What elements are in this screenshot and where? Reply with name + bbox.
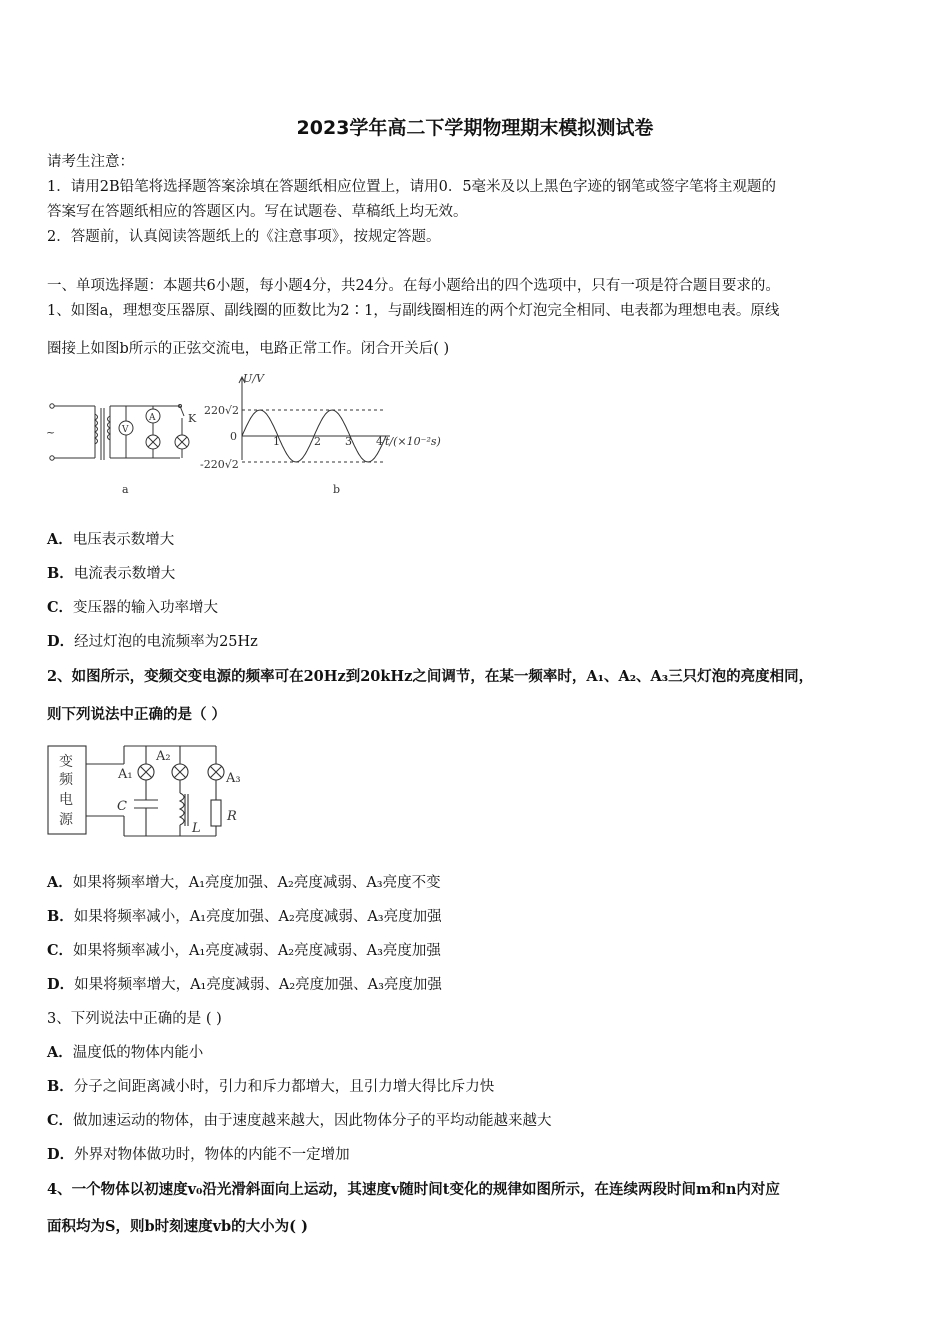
q2-stem: 2、如图所示，变频交变电源的频率可在20Hz到20kHz之间调节，在某一频率时，A₁、A₂、A₃三只灯泡的亮度相同， xyxy=(47,668,814,685)
q1-option-d: D．经过灯泡的电流频率为25Hz xyxy=(47,633,258,650)
x-tick-2: 2 xyxy=(314,435,321,448)
notice-item: 答案写在答题纸相应的答题区内。写在试题卷、草稿纸上均无效。 xyxy=(47,204,468,220)
q2-figure xyxy=(44,738,254,840)
y-max-label: 220√2 xyxy=(204,404,240,417)
transformer-circuit xyxy=(50,404,189,460)
q1-figure xyxy=(40,370,460,500)
y-axis-label: U/V xyxy=(243,372,264,385)
x-tick-4: 4 xyxy=(376,435,383,448)
q4-stem: 4、一个物体以初速度v₀沿光滑斜面向上运动，其速度v随时间t变化的规律如图所示，在连续两段时间m和n内对应 xyxy=(47,1181,780,1198)
q1-option-b: B．电流表示数增大 xyxy=(47,565,176,582)
q2-option-c: C．如果将频率减小，A₁亮度减弱、A₂亮度减弱、A₃亮度加强 xyxy=(47,942,441,959)
q2-option-d: D．如果将频率增大，A₁亮度减弱、A₂亮度加强、A₃亮度加强 xyxy=(47,976,442,993)
notice-heading: 请考生注意： xyxy=(47,154,134,170)
x-tick-3: 3 xyxy=(345,435,352,448)
waveform-graph xyxy=(239,377,390,462)
notice-item: 2．答题前，认真阅读答题纸上的《注意事项》，按规定答题。 xyxy=(47,229,441,245)
q3-option-b: B．分子之间距离减小时，引力和斥力都增大，且引力增大得比斥力快 xyxy=(47,1078,495,1095)
page-title: 2023学年高二下学期物理期末模拟测试卷 xyxy=(296,117,654,139)
origin-label: 0 xyxy=(230,430,237,443)
figure-label-b: b xyxy=(333,483,341,496)
q3-option-a: A．温度低的物体内能小 xyxy=(47,1044,204,1061)
source-char: 变 xyxy=(59,754,73,770)
inductor-label: L xyxy=(192,821,201,836)
q1-stem: 1、如图a，理想变压器原、副线圈的匝数比为2∶1，与副线圈相连的两个灯泡完全相同、电表都为理想电表。原线 xyxy=(47,303,780,319)
source-char: 电 xyxy=(59,792,73,808)
notice-item: 1．请用2B铅笔将选择题答案涂填在答题纸相应位置上，请用0．5毫米及以上黑色字迹的钢笔或签字笔将主观题的 xyxy=(47,179,777,195)
ammeter-label: A xyxy=(149,413,156,423)
lamp-a1-label: A₁ xyxy=(118,767,133,782)
q3-stem: 3、下列说法中正确的是 ( ) xyxy=(47,1011,222,1027)
q2-option-a: A．如果将频率增大，A₁亮度加强、A₂亮度减弱、A₃亮度不变 xyxy=(47,874,441,891)
q3-option-d: D．外界对物体做功时，物体的内能不一定增加 xyxy=(47,1146,350,1163)
section-heading: 一、单项选择题：本题共6小题，每小题4分，共24分。在每小题给出的四个选项中，只有一项是符合题目要求的。 xyxy=(47,278,780,294)
x-axis-label: t/(×10⁻²s) xyxy=(385,435,441,448)
source-char: 源 xyxy=(59,812,73,828)
capacitor-label: C xyxy=(117,799,127,814)
resistor-label: R xyxy=(227,809,237,824)
source-char: 频 xyxy=(59,772,73,788)
switch-label: K xyxy=(188,412,197,425)
voltmeter-label: V xyxy=(122,425,129,435)
q1-option-a: A．电压表示数增大 xyxy=(47,531,175,548)
x-tick-1: 1 xyxy=(273,435,280,448)
q3-option-c: C．做加速运动的物体，由于速度越来越大，因此物体分子的平均动能越来越大 xyxy=(47,1112,552,1129)
q1-option-c: C．变压器的输入功率增大 xyxy=(47,599,219,616)
q2-option-b: B．如果将频率减小，A₁亮度加强、A₂亮度减弱、A₃亮度加强 xyxy=(47,908,442,925)
q1-stem: 圈接上如图b所示的正弦交流电，电路正常工作。闭合开关后( ) xyxy=(47,341,450,357)
ac-source-symbol: ~ xyxy=(46,426,56,439)
q4-stem: 面积均为S，则b时刻速度vb的大小为( ) xyxy=(47,1218,308,1235)
figure-label-a: a xyxy=(122,483,129,496)
y-min-label: -220√2 xyxy=(200,458,239,471)
lamp-a3-label: A₃ xyxy=(226,771,241,786)
lamp-a2-label: A₂ xyxy=(156,749,171,764)
q2-stem: 则下列说法中正确的是（ ） xyxy=(47,706,227,723)
